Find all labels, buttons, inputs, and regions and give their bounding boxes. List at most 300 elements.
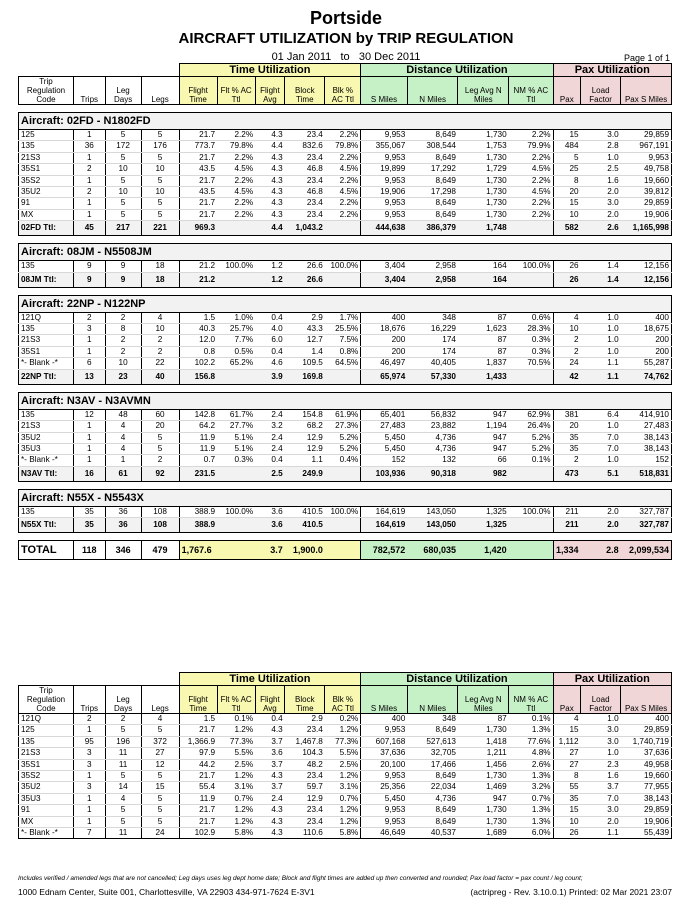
cell-legs: 2: [141, 455, 179, 466]
cell-pax: 10: [553, 816, 580, 827]
grand-total-s-miles: 782,572: [361, 541, 407, 560]
cell-pax: 35: [553, 432, 580, 443]
cell-legs: 10: [141, 164, 179, 175]
cell-load-factor: 2.8: [581, 141, 621, 152]
cell-legs: 5: [141, 432, 179, 443]
aircraft-row: [19, 198, 672, 209]
cell-flt-pct: 5.5%: [217, 748, 255, 759]
column-header-flight-time: Flight Time: [179, 77, 217, 105]
cell-s-miles: 18,676: [361, 324, 407, 335]
column-header-pax: Pax: [553, 686, 580, 714]
cell-flt-pct: 4.5%: [217, 187, 255, 198]
cell-flight-time: 44.2: [179, 759, 217, 770]
total-cell-pax-s-miles: 518,831: [621, 466, 672, 481]
cell-pax: 20: [553, 187, 580, 198]
cell-load-factor: 3.0: [581, 736, 621, 747]
total-cell-pax: 582: [553, 221, 580, 236]
aircraft-row: [19, 506, 672, 517]
cell-flight-avg: 4.3: [255, 771, 285, 782]
total-cell-legs: 18: [141, 272, 179, 287]
cell-leg-avg: 87: [458, 714, 509, 725]
cell-leg-avg: 1,469: [458, 782, 509, 793]
total-cell-load-factor: 1.4: [581, 272, 621, 287]
cell-trips: 1: [73, 198, 105, 209]
aircraft-total-row: [19, 272, 672, 287]
cell-pax: 8: [553, 175, 580, 186]
cell-nm-pct: 1.3%: [509, 771, 553, 782]
cell-nm-pct: 1.3%: [509, 816, 553, 827]
total-cell-pax-s-miles: 1,165,998: [621, 221, 672, 236]
aircraft-section-header: [19, 392, 672, 409]
total-cell-leg-avg: 164: [458, 272, 509, 287]
cell-n-miles: 16,229: [407, 324, 458, 335]
spacer-cell: [19, 236, 672, 244]
total-cell-flight-avg: 3.6: [255, 518, 285, 533]
cell-load-factor: 2.0: [581, 209, 621, 220]
total-cell-n-miles: 386,379: [407, 221, 458, 236]
cell-block-time: 1.1: [285, 455, 325, 466]
cell-code: 91: [19, 805, 74, 816]
cell-blk-pct: 1.2%: [325, 805, 361, 816]
cell-legs: 2: [141, 346, 179, 357]
cell-flt-pct: 2.2%: [217, 175, 255, 186]
cell-leg-days: 5: [105, 771, 141, 782]
cell-legs: 15: [141, 782, 179, 793]
cell-nm-pct: 0.3%: [509, 335, 553, 346]
summary-row: [19, 748, 672, 759]
cell-trips: 12: [73, 409, 105, 420]
cell-pax: 27: [553, 759, 580, 770]
cell-leg-days: 10: [105, 187, 141, 198]
cell-pax-s-miles: 400: [621, 714, 672, 725]
total-cell-flight-avg: 1.2: [255, 272, 285, 287]
cell-pax-s-miles: 967,191: [621, 141, 672, 152]
footer-note: Includes verified / amended legs that are not cancelled; Leg days uses leg dept home date; Block and flight times are added up then converted and rounded; Pax load factor = pax count / leg count;: [18, 875, 583, 882]
cell-trips: 36: [73, 141, 105, 152]
cell-s-miles: 9,953: [361, 130, 407, 141]
cell-load-factor: 6.4: [581, 409, 621, 420]
column-header-pax-s-miles: Pax S Miles: [621, 686, 672, 714]
total-cell-leg-days: 36: [105, 518, 141, 533]
total-cell-nm-pct: [509, 518, 553, 533]
cell-blk-pct: 61.9%: [325, 409, 361, 420]
cell-legs: 10: [141, 324, 179, 335]
cell-load-factor: 2.0: [581, 506, 621, 517]
total-cell-leg-days: 9: [105, 272, 141, 287]
cell-leg-days: 5: [105, 198, 141, 209]
aircraft-row: [19, 209, 672, 220]
aircraft-row: [19, 312, 672, 323]
cell-flight-avg: 0.4: [255, 312, 285, 323]
cell-blk-pct: 64.5%: [325, 358, 361, 369]
cell-pax-s-miles: 29,859: [621, 725, 672, 736]
group-header-spacer: [19, 64, 180, 77]
cell-leg-avg: 947: [458, 443, 509, 454]
column-header-load-factor: Load Factor: [581, 77, 621, 105]
cell-flight-time: 12.0: [179, 335, 217, 346]
cell-block-time: 12.9: [285, 443, 325, 454]
total-cell-block-time: 169.8: [285, 369, 325, 384]
cell-s-miles: 5,450: [361, 793, 407, 804]
cell-n-miles: 308,544: [407, 141, 458, 152]
total-cell-n-miles: 90,318: [407, 466, 458, 481]
column-header-n-miles: N Miles: [407, 77, 458, 105]
cell-pax-s-miles: 200: [621, 346, 672, 357]
main-group-header-row: [19, 64, 672, 77]
spacer-row: [19, 533, 672, 541]
total-cell-leg-days: 23: [105, 369, 141, 384]
cell-leg-days: 4: [105, 793, 141, 804]
cell-load-factor: 1.1: [581, 358, 621, 369]
cell-flight-avg: 3.7: [255, 782, 285, 793]
cell-pax-s-miles: 12,156: [621, 261, 672, 272]
cell-flight-time: 40.3: [179, 324, 217, 335]
cell-blk-pct: 100.0%: [325, 506, 361, 517]
cell-nm-pct: 70.5%: [509, 358, 553, 369]
cell-n-miles: 40,537: [407, 828, 458, 839]
total-cell-legs: 92: [141, 466, 179, 481]
total-cell-flight-avg: 3.9: [255, 369, 285, 384]
cell-load-factor: 3.0: [581, 725, 621, 736]
cell-flt-pct: 1.0%: [217, 312, 255, 323]
total-cell-n-miles: 143,050: [407, 518, 458, 533]
grand-total-pax: 1,334: [553, 541, 580, 560]
cell-flight-avg: 4.3: [255, 175, 285, 186]
total-cell-legs: 221: [141, 221, 179, 236]
total-cell-code: 02FD Ttl:: [19, 221, 74, 236]
aircraft-row: [19, 443, 672, 454]
cell-n-miles: 174: [407, 335, 458, 346]
cell-pax-s-miles: 200: [621, 335, 672, 346]
cell-s-miles: 5,450: [361, 443, 407, 454]
cell-trips: 3: [73, 748, 105, 759]
total-cell-leg-days: 217: [105, 221, 141, 236]
cell-s-miles: 9,953: [361, 771, 407, 782]
cell-load-factor: 1.0: [581, 714, 621, 725]
cell-flt-pct: 0.1%: [217, 714, 255, 725]
cell-leg-days: 2: [105, 312, 141, 323]
cell-load-factor: 3.0: [581, 198, 621, 209]
cell-s-miles: 19,899: [361, 164, 407, 175]
cell-pax-s-miles: 400: [621, 312, 672, 323]
cell-flight-avg: 0.4: [255, 346, 285, 357]
cell-flight-time: 55.4: [179, 782, 217, 793]
cell-flt-pct: 65.2%: [217, 358, 255, 369]
cell-leg-days: 172: [105, 141, 141, 152]
total-cell-flight-time: 231.5: [179, 466, 217, 481]
cell-code: 125: [19, 725, 74, 736]
cell-nm-pct: 4.8%: [509, 748, 553, 759]
cell-flight-avg: 3.7: [255, 759, 285, 770]
total-cell-s-miles: 3,404: [361, 272, 407, 287]
cell-legs: 18: [141, 261, 179, 272]
cell-leg-days: 5: [105, 816, 141, 827]
cell-flt-pct: 25.7%: [217, 324, 255, 335]
cell-load-factor: 1.0: [581, 455, 621, 466]
cell-code: 35S1: [19, 346, 74, 357]
cell-leg-days: 5: [105, 175, 141, 186]
aircraft-row: [19, 187, 672, 198]
cell-flight-avg: 3.6: [255, 506, 285, 517]
cell-n-miles: 132: [407, 455, 458, 466]
cell-trips: 1: [73, 432, 105, 443]
column-header-flight-time: Flight Time: [179, 686, 217, 714]
aircraft-total-row: [19, 518, 672, 533]
cell-n-miles: 4,736: [407, 443, 458, 454]
cell-nm-pct: 2.6%: [509, 759, 553, 770]
cell-flt-pct: 0.7%: [217, 793, 255, 804]
cell-nm-pct: 3.2%: [509, 782, 553, 793]
cell-s-miles: 355,067: [361, 141, 407, 152]
date-from: 01 Jan 2011: [271, 51, 332, 63]
cell-pax-s-miles: 38,143: [621, 443, 672, 454]
cell-n-miles: 8,649: [407, 771, 458, 782]
cell-leg-avg: 1,730: [458, 175, 509, 186]
total-cell-trips: 16: [73, 466, 105, 481]
spacer-cell: [19, 105, 672, 113]
aircraft-row: [19, 455, 672, 466]
cell-nm-pct: 2.2%: [509, 130, 553, 141]
cell-leg-days: 11: [105, 759, 141, 770]
cell-code: 35S1: [19, 164, 74, 175]
cell-blk-pct: 1.2%: [325, 771, 361, 782]
total-cell-flt-pct: [217, 466, 255, 481]
column-header-code: Trip Regulation Code: [19, 77, 74, 105]
aircraft-label: Aircraft: 22NP - N122NP: [19, 295, 672, 312]
cell-blk-pct: 25.5%: [325, 324, 361, 335]
cell-legs: 176: [141, 141, 179, 152]
cell-flight-time: 21.7: [179, 805, 217, 816]
summary-row: [19, 782, 672, 793]
cell-blk-pct: 1.2%: [325, 725, 361, 736]
cell-block-time: 832.6: [285, 141, 325, 152]
cell-flight-avg: 4.3: [255, 725, 285, 736]
cell-flight-time: 21.2: [179, 261, 217, 272]
total-cell-block-time: 1,043.2: [285, 221, 325, 236]
aircraft-row: [19, 324, 672, 335]
cell-flight-time: 21.7: [179, 725, 217, 736]
cell-pax: 381: [553, 409, 580, 420]
total-cell-flt-pct: [217, 272, 255, 287]
cell-s-miles: 65,401: [361, 409, 407, 420]
column-header-pax-s-miles: Pax S Miles: [621, 77, 672, 105]
total-cell-leg-days: 61: [105, 466, 141, 481]
cell-leg-days: 10: [105, 358, 141, 369]
cell-legs: 5: [141, 725, 179, 736]
cell-n-miles: 8,649: [407, 816, 458, 827]
total-cell-pax: 42: [553, 369, 580, 384]
cell-block-time: 23.4: [285, 175, 325, 186]
cell-block-time: 2.9: [285, 714, 325, 725]
cell-load-factor: 1.0: [581, 421, 621, 432]
cell-flight-avg: 4.3: [255, 198, 285, 209]
cell-flight-avg: 2.4: [255, 432, 285, 443]
aircraft-row: [19, 152, 672, 163]
cell-leg-days: 5: [105, 152, 141, 163]
cell-pax: 25: [553, 164, 580, 175]
cell-flight-avg: 4.3: [255, 152, 285, 163]
cell-pax: 15: [553, 198, 580, 209]
cell-legs: 5: [141, 152, 179, 163]
cell-n-miles: 8,649: [407, 198, 458, 209]
cell-block-time: 154.8: [285, 409, 325, 420]
cell-pax: 2: [553, 346, 580, 357]
cell-pax-s-miles: 38,143: [621, 432, 672, 443]
cell-flight-time: 1,366.9: [179, 736, 217, 747]
cell-trips: 1: [73, 346, 105, 357]
grand-total-flight-avg: 3.7: [255, 541, 285, 560]
cell-legs: 5: [141, 198, 179, 209]
cell-s-miles: 200: [361, 335, 407, 346]
total-cell-pax: 211: [553, 518, 580, 533]
grand-total-leg-avg: 1,420: [458, 541, 509, 560]
spacer-cell: [19, 287, 672, 295]
cell-pax-s-miles: 9,953: [621, 152, 672, 163]
summary-column-header-row: [19, 686, 672, 714]
cell-trips: 1: [73, 725, 105, 736]
cell-nm-pct: 100.0%: [509, 261, 553, 272]
cell-flight-time: 43.5: [179, 164, 217, 175]
cell-flight-time: 21.7: [179, 771, 217, 782]
aircraft-section-header: [19, 489, 672, 506]
cell-code: 35S2: [19, 175, 74, 186]
group-header-distance: Distance Utilization: [361, 673, 553, 686]
cell-pax-s-miles: 19,906: [621, 209, 672, 220]
grand-total-pax-s-miles: 2,099,534: [621, 541, 672, 560]
cell-leg-avg: 87: [458, 312, 509, 323]
cell-n-miles: 348: [407, 312, 458, 323]
cell-flight-avg: 4.3: [255, 828, 285, 839]
cell-legs: 4: [141, 312, 179, 323]
summary-row: [19, 828, 672, 839]
cell-trips: 6: [73, 358, 105, 369]
cell-block-time: 23.4: [285, 152, 325, 163]
cell-pax: 2: [553, 335, 580, 346]
grand-total-legs: 479: [141, 541, 179, 560]
cell-pax: 15: [553, 805, 580, 816]
total-cell-pax-s-miles: 74,762: [621, 369, 672, 384]
cell-s-miles: 9,953: [361, 152, 407, 163]
cell-legs: 22: [141, 358, 179, 369]
cell-leg-avg: 87: [458, 346, 509, 357]
cell-blk-pct: 2.5%: [325, 759, 361, 770]
cell-flt-pct: 4.5%: [217, 164, 255, 175]
cell-leg-avg: 1,730: [458, 805, 509, 816]
total-cell-load-factor: 1.1: [581, 369, 621, 384]
cell-load-factor: 3.7: [581, 782, 621, 793]
cell-n-miles: 8,649: [407, 152, 458, 163]
cell-code: 35S1: [19, 759, 74, 770]
grand-total-row: [19, 541, 672, 560]
cell-legs: 10: [141, 187, 179, 198]
cell-load-factor: 3.0: [581, 130, 621, 141]
cell-pax-s-miles: 49,958: [621, 759, 672, 770]
cell-pax: 4: [553, 312, 580, 323]
total-cell-nm-pct: [509, 466, 553, 481]
cell-leg-avg: 164: [458, 261, 509, 272]
cell-blk-pct: 7.5%: [325, 335, 361, 346]
cell-n-miles: 32,705: [407, 748, 458, 759]
cell-flight-avg: 3.2: [255, 421, 285, 432]
cell-block-time: 23.4: [285, 130, 325, 141]
cell-leg-avg: 947: [458, 432, 509, 443]
total-cell-flight-time: 969.3: [179, 221, 217, 236]
total-cell-blk-pct: [325, 369, 361, 384]
cell-block-time: 1.4: [285, 346, 325, 357]
cell-flight-time: 102.9: [179, 828, 217, 839]
cell-load-factor: 3.0: [581, 805, 621, 816]
cell-legs: 24: [141, 828, 179, 839]
spacer-row: [19, 481, 672, 489]
spacer-row: [19, 384, 672, 392]
cell-nm-pct: 79.9%: [509, 141, 553, 152]
cell-s-miles: 400: [361, 714, 407, 725]
total-cell-n-miles: 2,958: [407, 272, 458, 287]
cell-flt-pct: 27.7%: [217, 421, 255, 432]
total-cell-flight-time: 388.9: [179, 518, 217, 533]
cell-s-miles: 5,450: [361, 432, 407, 443]
cell-leg-avg: 947: [458, 409, 509, 420]
cell-nm-pct: 0.1%: [509, 455, 553, 466]
cell-legs: 5: [141, 816, 179, 827]
cell-trips: 1: [73, 152, 105, 163]
cell-flt-pct: 79.8%: [217, 141, 255, 152]
cell-block-time: 2.9: [285, 312, 325, 323]
cell-trips: 2: [73, 714, 105, 725]
cell-pax: 2: [553, 455, 580, 466]
cell-flt-pct: 7.7%: [217, 335, 255, 346]
cell-block-time: 12.9: [285, 432, 325, 443]
cell-block-time: 12.7: [285, 335, 325, 346]
cell-pax: 4: [553, 714, 580, 725]
cell-flt-pct: 2.2%: [217, 152, 255, 163]
cell-block-time: 46.8: [285, 164, 325, 175]
total-cell-legs: 40: [141, 369, 179, 384]
cell-nm-pct: 0.1%: [509, 714, 553, 725]
utilization-table: [18, 63, 672, 560]
cell-leg-days: 14: [105, 782, 141, 793]
cell-block-time: 59.7: [285, 782, 325, 793]
cell-code: 35U2: [19, 432, 74, 443]
cell-flt-pct: 2.2%: [217, 209, 255, 220]
cell-code: *- Blank -*: [19, 358, 74, 369]
cell-flight-avg: 4.6: [255, 358, 285, 369]
cell-nm-pct: 2.2%: [509, 198, 553, 209]
cell-legs: 5: [141, 130, 179, 141]
cell-n-miles: 527,613: [407, 736, 458, 747]
cell-flight-time: 11.9: [179, 793, 217, 804]
footer-address-line: [18, 887, 672, 897]
cell-nm-pct: 4.5%: [509, 187, 553, 198]
cell-leg-days: 10: [105, 164, 141, 175]
cell-code: 35U2: [19, 782, 74, 793]
cell-s-miles: 607,168: [361, 736, 407, 747]
cell-flight-avg: 2.4: [255, 443, 285, 454]
grand-total-flight-time: 1,767.6: [179, 541, 217, 560]
cell-pax: 10: [553, 324, 580, 335]
cell-block-time: 23.4: [285, 209, 325, 220]
cell-flight-time: 1.5: [179, 714, 217, 725]
cell-blk-pct: 1.2%: [325, 816, 361, 827]
footer-version: (actripreg - Rev. 3.10.0.1) Printed: 02 Mar 2021 23:07: [470, 887, 672, 897]
cell-legs: 5: [141, 175, 179, 186]
cell-flight-avg: 1.2: [255, 261, 285, 272]
cell-leg-avg: 1,194: [458, 421, 509, 432]
cell-code: 35S2: [19, 771, 74, 782]
cell-flight-time: 142.8: [179, 409, 217, 420]
cell-block-time: 23.4: [285, 816, 325, 827]
footer-address: 1000 Ednam Center, Suite 001, Charlottesville, VA 22903 434-971-7624 E-3V1: [18, 887, 315, 897]
